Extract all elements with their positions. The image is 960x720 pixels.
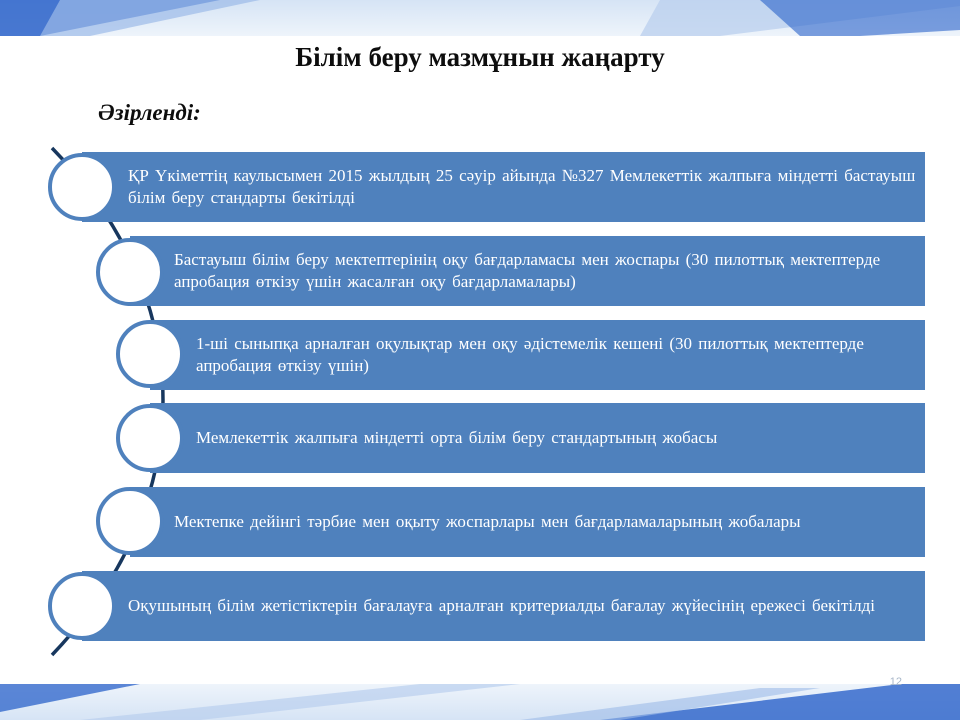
slide-subtitle: Әзірленді: bbox=[98, 100, 201, 125]
list-item-bullet-5 bbox=[96, 487, 164, 555]
list-item-bullet-6 bbox=[48, 572, 116, 640]
slide-title: Білім беру мазмұнын жаңарту bbox=[295, 42, 665, 72]
list-item-bullet-1 bbox=[48, 153, 116, 221]
list-item-text-1: ҚР Үкіметтің каулысымен 2015 жылдың 25 сәуір айында №327 Мемлекеттік жалпыға міндетті бастауыш білім беру стандарты бекітілді bbox=[128, 166, 916, 207]
list-item-text-6: Оқушының білім жетістіктерін бағалауға арналған критериалды бағалау жүйесінің ережесі бекітілді bbox=[128, 596, 875, 615]
list-item-text-4: Мемлекеттік жалпыға міндетті орта білім беру стандартының жобасы bbox=[196, 428, 718, 447]
list-item-text-2: Бастауыш білім беру мектептерінің оқу бағдарламасы мен жоспары (30 пилоттық мектептерде апробация өткізу үшін жасалған оқу бағдарламалары) bbox=[174, 250, 881, 291]
list-item-bar-4 bbox=[150, 403, 925, 473]
list-item-bullet-3 bbox=[116, 320, 184, 388]
list-item-bar-1 bbox=[82, 152, 925, 222]
list-item-bullet-2 bbox=[96, 238, 164, 306]
list-item-bar-3 bbox=[150, 320, 925, 390]
list-item-bar-5 bbox=[130, 487, 925, 557]
list-item-bullet-4 bbox=[116, 404, 184, 472]
list-item-text-3: 1-ші сыныпқа арналған оқулықтар мен оқу әдістемелік кешені (30 пилоттық мектептерде апробация өткізу үшін) bbox=[196, 334, 864, 375]
list-item-bar-2 bbox=[130, 236, 925, 306]
list-item-text-5: Мектепке дейінгі тәрбие мен оқыту жоспарлары мен бағдарламаларының жобалары bbox=[174, 512, 801, 531]
page-number: 12 bbox=[889, 676, 902, 688]
list-item-bar-6 bbox=[82, 571, 925, 641]
